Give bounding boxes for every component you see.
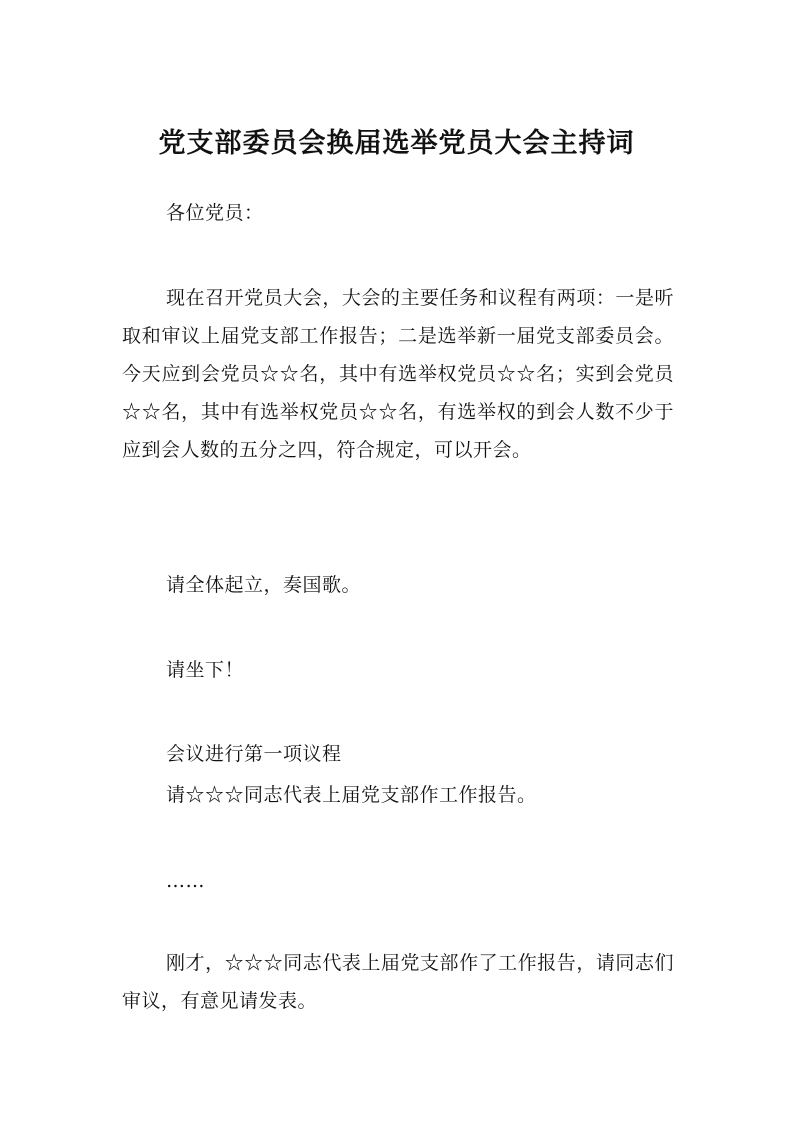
paragraph-opening: 现在召开党员大会，大会的主要任务和议程有两项：一是听取和审议上届党支部工作报告；二是选举新一届党支部委员会。今天应到会党员☆☆名，其中有选举权党员☆☆名；实到会党员☆☆名，其中有选举权党员☆☆名，有选举权的到会人数不少于应到会人数的五分之四，符合规定，可以开会。 (122, 287, 674, 461)
paragraph-anthem: 请全体起立，奏国歌。 (166, 574, 362, 596)
agenda-line-report: 请☆☆☆同志代表上届党支部作工作报告。 (166, 784, 537, 806)
paragraph-review: 刚才，☆☆☆同志代表上届党支部作了工作报告，请同志们审议，有意见请发表。 (122, 952, 674, 1012)
salutation: 各位党员： (166, 202, 264, 224)
agenda-line-first-item: 会议进行第一项议程 (166, 743, 342, 765)
document-title: 党支部委员会换届选举党员大会主持词 (158, 128, 635, 159)
paragraph-sit-down: 请坐下！ (166, 659, 245, 681)
ellipsis: …… (166, 870, 205, 892)
